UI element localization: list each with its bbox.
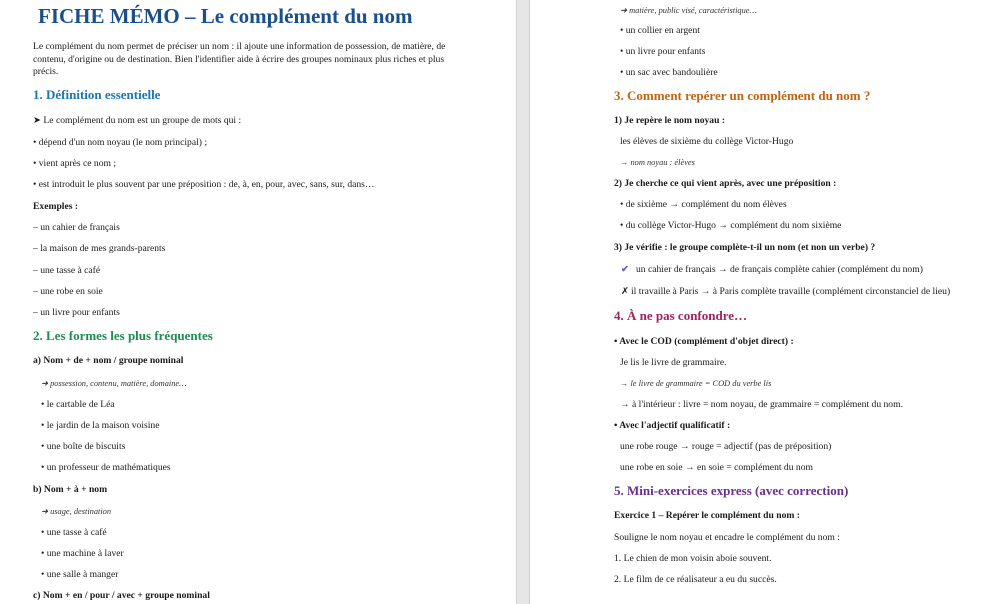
definition-item: • dépend d'un nom noyau (le nom principal) ; <box>33 137 208 148</box>
definition-lead: ➤ Le complément du nom est un groupe de mots qui : <box>33 115 242 126</box>
exercise-1-instruction: Souligne le nom noyau et encadre le complément du nom : <box>614 532 840 543</box>
right-page <box>530 0 1006 604</box>
form-b-item: • une machine à laver <box>41 548 124 559</box>
step-2-label: 2) Je cherche ce qui vient après, avec une préposition : <box>614 178 837 189</box>
examples-label: Exemples : <box>33 201 79 212</box>
step-2-item: • de sixième → complément du nom élèves <box>620 199 787 210</box>
definition-item: • est introduit le plus souvent par une préposition : de, à, en, pour, avec, sans, sur, dans… <box>33 179 375 190</box>
section-5-heading: 5. Mini-exercices express (avec correction) <box>614 483 849 498</box>
example-item: – une tasse à café <box>33 265 101 276</box>
form-c-item: • un collier en argent <box>620 25 700 36</box>
exercise-item: 2. Le film de ce réalisateur a eu du succès. <box>614 574 777 585</box>
form-b-item: • une salle à manger <box>41 569 119 580</box>
form-a-item: • une boîte de biscuits <box>41 441 126 452</box>
check-icon: ✔ <box>621 264 630 275</box>
adjective-example: une robe rouge → rouge = adjectif (pas de préposition) <box>620 441 832 452</box>
section-2-heading: 2. Les formes les plus fréquentes <box>33 328 213 343</box>
adjective-example: une robe en soie → en soie = complément du nom <box>620 462 813 473</box>
page-title: FICHE MÉMO – Le complément du nom <box>38 4 413 28</box>
exercise-1-label: Exercice 1 – Repérer le complément du nom : <box>614 510 800 521</box>
step-1-note: → nom noyau : élèves <box>620 158 695 167</box>
example-item: – une robe en soie <box>33 286 103 297</box>
example-item: – un livre pour enfants <box>33 307 120 318</box>
cross-icon: ✗ <box>621 286 630 297</box>
form-b-label: b) Nom + à + nom <box>33 484 108 495</box>
cod-label: • Avec le COD (complément d'objet direct) : <box>614 336 794 347</box>
form-c-label: c) Nom + en / pour / avec + groupe nominal <box>33 590 210 601</box>
step-1-label: 1) Je repère le nom noyau : <box>614 115 726 126</box>
form-a-item: • un professeur de mathématiques <box>41 462 171 473</box>
exercise-item: 1. Le chien de mon voisin aboie souvent. <box>614 553 772 564</box>
intro-paragraph: Le complément du nom permet de préciser un nom : il ajoute une information de possession, de matière, de contenu, d'origine ou de destination. Bien l'identifier aide à écrire des groupes nominaux plus riches et plus précis. <box>33 41 446 77</box>
form-b-item: • une tasse à café <box>41 527 107 538</box>
cod-example: Je lis le livre de grammaire. <box>620 357 727 368</box>
step-3-correct-example: un cahier de français → de français complète cahier (complément du nom) <box>636 264 923 275</box>
form-a-item: • le jardin de la maison voisine <box>41 420 160 431</box>
cod-detail: → à l'intérieur : livre = nom noyau, de grammaire = complément du nom. <box>620 399 903 410</box>
form-c-item: • un livre pour enfants <box>620 46 706 57</box>
step-3-wrong-example: il travaille à Paris → à Paris complète travaille (complément circonstanciel de lieu) <box>631 286 951 297</box>
step-3-label: 3) Je vérifie : le groupe complète-t-il un nom (et non un verbe) ? <box>614 242 876 253</box>
form-b-note: ➜ usage, destination <box>41 507 112 516</box>
section-1-heading: 1. Définition essentielle <box>33 87 161 102</box>
adjective-label: • Avec l'adjectif qualificatif : <box>614 420 731 431</box>
section-4-heading: 4. À ne pas confondre… <box>614 308 748 323</box>
form-c-item: • un sac avec bandoulière <box>620 67 718 78</box>
cod-note: → le livre de grammaire = COD du verbe lis <box>620 379 772 388</box>
step-1-example: les élèves de sixième du collège Victor-Hugo <box>620 136 794 147</box>
form-a-item: • le cartable de Léa <box>41 399 115 410</box>
section-3-heading: 3. Comment repérer un complément du nom ? <box>614 88 871 103</box>
page-gutter <box>516 0 530 604</box>
form-c-note: ➜ matière, public visé, caractéristique… <box>620 6 757 15</box>
example-item: – un cahier de français <box>33 222 120 233</box>
step-2-item: • du collège Victor-Hugo → complément du nom sixième <box>620 220 842 231</box>
form-a-note: ➜ possession, contenu, matière, domaine… <box>41 379 187 388</box>
definition-item: • vient après ce nom ; <box>33 158 117 169</box>
form-a-label: a) Nom + de + nom / groupe nominal <box>33 355 184 366</box>
example-item: – la maison de mes grands-parents <box>33 243 166 254</box>
